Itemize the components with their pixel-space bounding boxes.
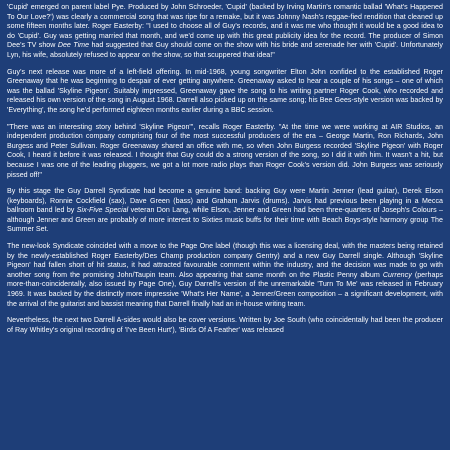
paragraph-skyline-pigeon-intro: [7, 68, 443, 116]
text-run: had suggested that Guy should come on the show with his bride and serenade her with 'Cupid'. Unfortunately Lyn, his wife, absolutely refused to appear on the show, so that scuppered that idea!": [7, 41, 443, 59]
text-run: By this stage the Guy Darrell Syndicate had become a genuine band: backing Guy were Martin Jenner (lead guitar), Derek Elson (keyboards), Ronnie Cockfield (sax), Dave Green (bass) and Graham Jarvis (drums). Jarvis had previous been playing in a Mecca ballroom band led by: [7, 187, 443, 215]
text-run: Guy's next release was more of a left-field offering. In mid-1968, young songwriter Elton John confided to the established Roger Greenaway that he was beginning to despair of ever getting anywhere. Greenaway asked to hear a couple of his songs – one of which was the ballad 'Skyline Pigeon'. Suitably impressed, Greenaway gave the song to his writing partner Roger Cook, who recorded and released his own version of the song in August 1968. Darrell also picked up on the same song; his Bee Gees-style version was backed by 'Everything', the song he'd performed eighteen months earlier during a BBC session.: [7, 67, 443, 114]
paragraph-easterby-quote: [7, 123, 443, 181]
italic-title: Currency: [382, 270, 412, 279]
text-run: 'Cupid' emerged on parent label Pye. Produced by John Schroeder, 'Cupid' (backed by Irving Martin's romantic ballad 'What's Happened To Our Love?') was clearly a commercial song that was ripe for a remake, but it was Johnny Nash's reggae-fied rendition that cleaned up some fifteen months later. Roger Easterby: "I used to choose all of Guy's records, and it was me who thought it would be a good idea to do 'Cupid'. Guy was getting married that month, and we'd come up with this great publicity idea for the record. The producer of Simon Dee's TV show: [7, 3, 443, 50]
italic-title: Dee Time: [57, 41, 90, 50]
paragraph-page-one-label: [7, 242, 443, 309]
italic-title: Six-Five Special: [76, 206, 129, 215]
text-run: (perhaps more-than-coincidentally, also issued by Page One), Guy Darrell's version of the unremarkable 'Turn To Me' was released in February 1969. It was backed by the distinctly more impressive 'What's Her Name', a Jenner/Green composition – a significant development, with the arrival of the guitarist and bassist meaning that Darrell finally had an in-house writing team.: [7, 270, 443, 308]
paragraph-cupid: [7, 3, 443, 61]
paragraph-birds-of-a-feather: [7, 316, 443, 335]
text-run: "There was an interesting story behind 'Skyline Pigeon'", recalls Roger Easterby. "At the time we were working at AIR Studios, an independent production company comprising four of the most successful producers of the era – George Martin, Ron Richards, John Burgess and Peter Sullivan. Roger Greenaway shared an office with me, so when John Burgess recorded 'Skyline Pigeon' with Roger Cook, I heard it before it was released. I thought that Guy could do a strong version of the song, so I did it with him. It wasn't a hit, but because I was one of the leading pluggers, we got a lot more radio plays than Roger Cook's version did. John Burgess was seriously pissed off!": [7, 122, 443, 179]
paragraph-syndicate-lineup: [7, 187, 443, 235]
text-run: Nevertheless, the next two Darrell A-sides would also be cover versions. Written by Joe South (who coincidentally had been the producer of Ray Whitley's original recording of 'I've Been Hurt'), 'Birds Of A Feather' was released: [7, 316, 443, 334]
text-run: veteran Don Lang, while Elson, Jenner and Green had been three-quarters of Joseph's Colours – although Jenner and Green are probably of more interest to Sixties music buffs for their time with Beach Boys-style harmony group The Summer Set.: [7, 206, 443, 234]
text-run: The new-look Syndicate coincided with a move to the Page One label (though this was a licensing deal, with the masters being retained by the newly-established Roger Easterby/Des Champ production company Gentry) and a new Guy Darrell single. Although 'Skyline Pigeon' had fallen short of hit status, it had attracted favourable comment within the industry, and the decision was made to go with another song from the promising John/Taupin team. Also appearing that same month on the Plastic Penny album: [7, 242, 443, 279]
